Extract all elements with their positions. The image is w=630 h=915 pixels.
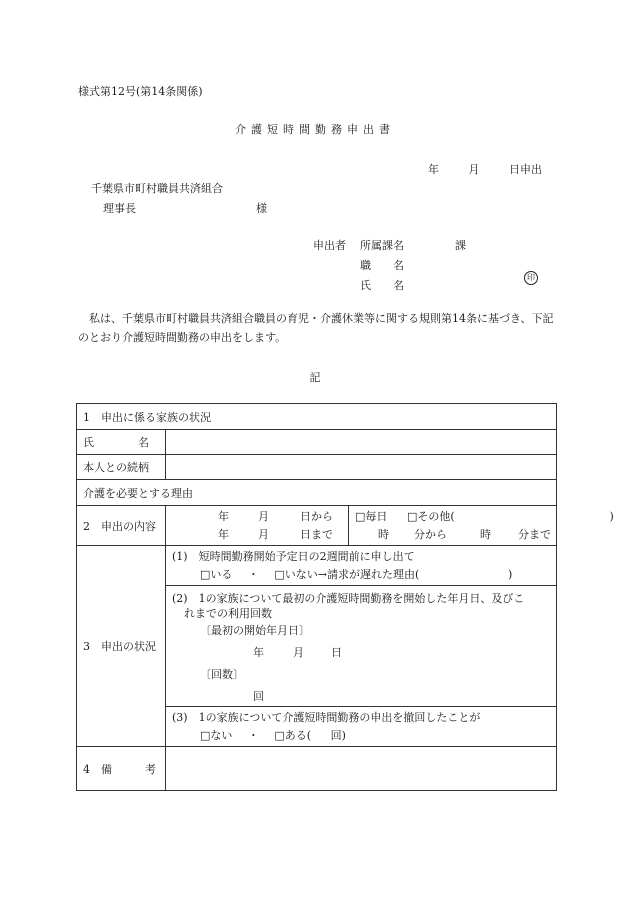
family-name-field[interactable] xyxy=(166,430,557,455)
other-checkbox[interactable]: □その他( xyxy=(407,509,455,523)
form-number: 様式第12号(第14条関係) xyxy=(78,85,203,98)
date-day: 日申出 xyxy=(509,163,542,176)
q3-no-checkbox[interactable]: □ない xyxy=(200,728,233,742)
recipient-title: 理事長 xyxy=(103,202,136,215)
position-label: 職 名 xyxy=(360,259,404,272)
date-month: 月 xyxy=(468,163,480,176)
recipient-organization: 千葉県市町村職員共済組合 xyxy=(91,182,223,195)
relation-label: 本人との続柄 xyxy=(77,455,166,480)
section-2-heading: 2 申出の内容 xyxy=(77,506,166,546)
question-1: (1) 短時間勤務開始予定日の2週間前に申し出て □いる ・ □いない→請求が遅れた理由( ) xyxy=(166,546,557,586)
period-from: 年 月 日から xyxy=(218,509,333,523)
q3-yes-checkbox[interactable]: □ある( xyxy=(274,728,312,742)
care-reason-label: 介護を必要とする理由 xyxy=(83,486,193,500)
remarks-field[interactable] xyxy=(166,747,557,791)
question-3: (3) 1の家族について介護短時間勤務の申出を撤回したことが □ない ・ □ある( 回) xyxy=(166,707,557,747)
dept-suffix: 課 xyxy=(455,239,466,252)
schedule-cell[interactable] xyxy=(349,506,614,546)
application-table xyxy=(76,403,614,791)
declaration-text: 私は、千葉県市町村職員共済組合職員の育児・介護休業等に関する規則第14条に基づき、下記のとおり介護短時間勤務の申出をします。 xyxy=(78,312,554,344)
page-title: 介護短時間勤務申出書 xyxy=(235,123,395,136)
date-year: 年 xyxy=(428,163,439,176)
dept-label: 所属課名 xyxy=(360,239,404,252)
recipient-honorific: 様 xyxy=(256,202,267,215)
section-1-heading: 1 申出に係る家族の状況 xyxy=(77,404,557,430)
care-reason-row[interactable] xyxy=(77,480,557,506)
period-to: 年 月 日まで xyxy=(218,527,333,541)
name-label: 氏 名 xyxy=(360,279,404,292)
schedule-times: 時 分から 時 分まで xyxy=(378,527,551,541)
family-name-label: 氏 名 xyxy=(77,430,166,455)
period-cell[interactable] xyxy=(166,506,349,546)
first-start-date: 年 月 日 xyxy=(253,646,342,659)
section-3-heading: 3 申出の状況 xyxy=(77,546,166,747)
schedule-options: □毎日 □その他( ) xyxy=(355,508,556,526)
count-unit: 回 xyxy=(253,690,264,703)
q1-no-checkbox[interactable]: □いない→請求が遅れた理由( xyxy=(274,567,420,581)
submission-date xyxy=(428,161,542,177)
daily-checkbox[interactable]: □毎日 xyxy=(355,509,388,523)
question-2[interactable]: (2) 1の家族について最初の介護短時間勤務を開始した年月日、及びこ れまでの利用回数 〔最初の開始年月日〕 年 月 日 〔回数〕 回 xyxy=(166,586,557,707)
applicant-label: 申出者 xyxy=(313,239,346,252)
ki-heading: 記 xyxy=(309,371,321,384)
section-4-heading: 4 備 考 xyxy=(77,747,166,791)
count-label: 〔回数〕 xyxy=(200,668,244,681)
first-start-date-label: 〔最初の開始年月日〕 xyxy=(200,624,310,637)
q1-yes-checkbox[interactable]: □いる xyxy=(200,567,233,581)
seal-mark: 印 xyxy=(524,271,538,285)
relation-field[interactable] xyxy=(166,455,557,480)
